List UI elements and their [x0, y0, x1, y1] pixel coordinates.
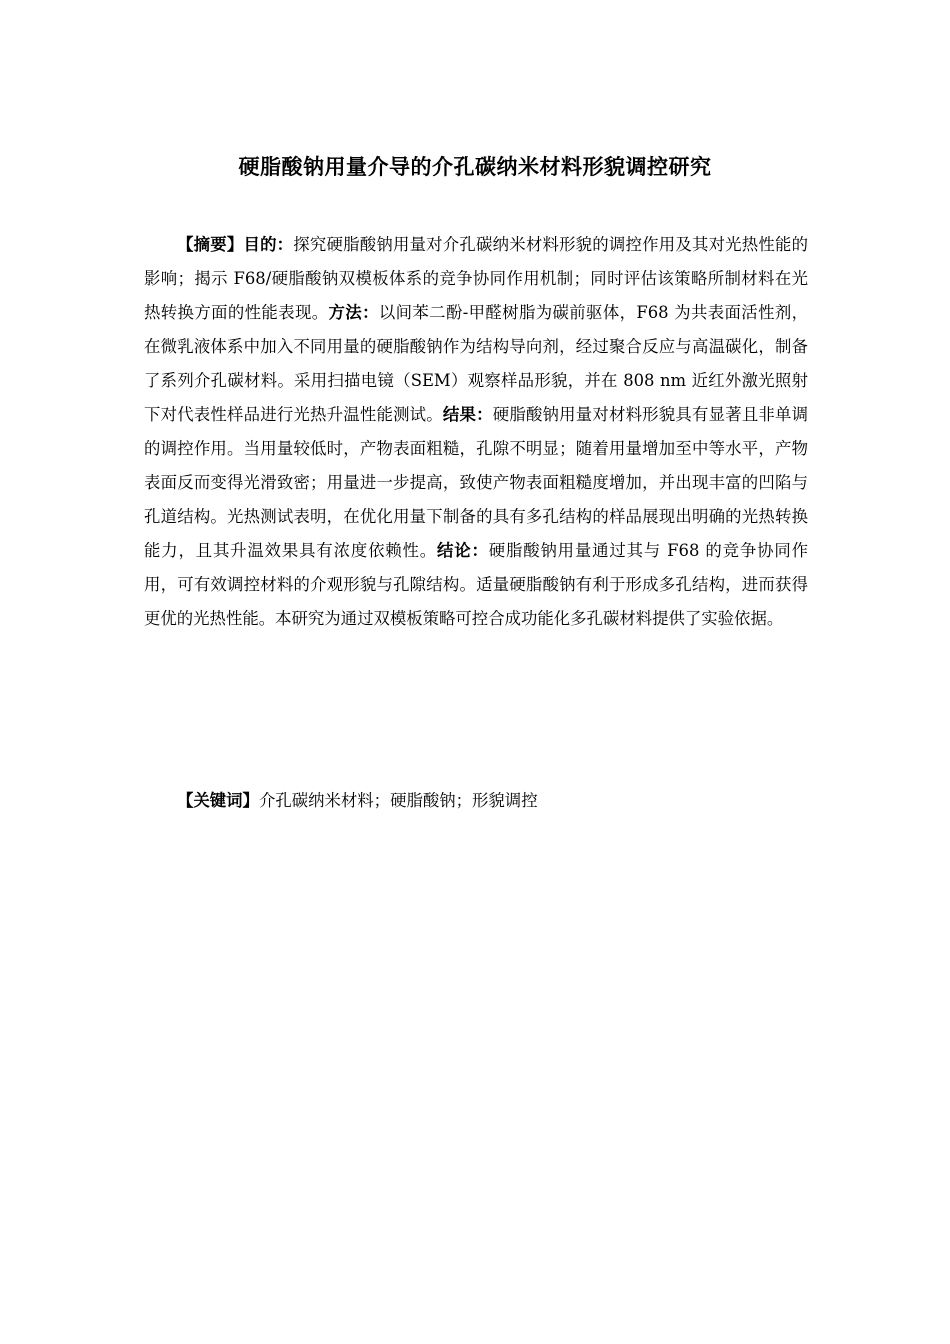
paper-title: 硬脂酸钠用量介导的介孔碳纳米材料形貌调控研究	[238, 155, 712, 179]
method-label: 方法：	[328, 303, 379, 322]
purpose-text: 探究硬脂酸钠用量对介孔碳纳米材料形貌的调控作用及其对光热性能的影响；揭示 F68/硬脂酸钠双模板体系的竞争协同作用机制；同时评估该策略所制材料在光热转换方面的性能表现。	[144, 235, 809, 322]
result-label: 结果：	[442, 405, 493, 424]
conclusion-label: 结论：	[437, 541, 489, 560]
method-text: 以间苯二酚-甲醛树脂为碳前驱体，F68 为共表面活性剂，在微乳液体系中加入不同用量的硬脂酸钠作为结构导向剂，经过聚合反应与高温碳化，制备了系列介孔碳材料。采用扫描电镜（SEM）观察样品形貌，并在 808 nm 近红外激光照射下对代表性样品进行光热升温性能测试。	[144, 303, 809, 424]
result-text: 硬脂酸钠用量对材料形貌具有显著且非单调的调控作用。当用量较低时，产物表面粗糙，孔隙不明显；随着用量增加至中等水平，产物表面反而变得光滑致密；用量进一步提高，致使产物表面粗糙度增加，并出现丰富的凹陷与孔道结构。光热测试表明，在优化用量下制备的具有多孔结构的样品展现出明确的光热转换能力，且其升温效果具有浓度依赖性。	[144, 405, 809, 560]
keywords-paragraph	[144, 784, 808, 818]
keywords-heading: 【关键词】	[177, 791, 259, 810]
abstract-heading: 【摘要】	[177, 235, 244, 254]
conclusion-text: 硬脂酸钠用量通过其与 F68 的竞争协同作用，可有效调控材料的介观形貌与孔隙结构。适量硬脂酸钠有利于形成多孔结构，进而获得更优的光热性能。本研究为通过双模板策略可控合成功能化多孔碳材料提供了实验依据。	[144, 541, 809, 628]
keywords-text: 介孔碳纳米材料；硬脂酸钠；形貌调控	[258, 791, 538, 810]
purpose-label: 目的：	[243, 235, 294, 254]
abstract-paragraph	[144, 228, 808, 636]
